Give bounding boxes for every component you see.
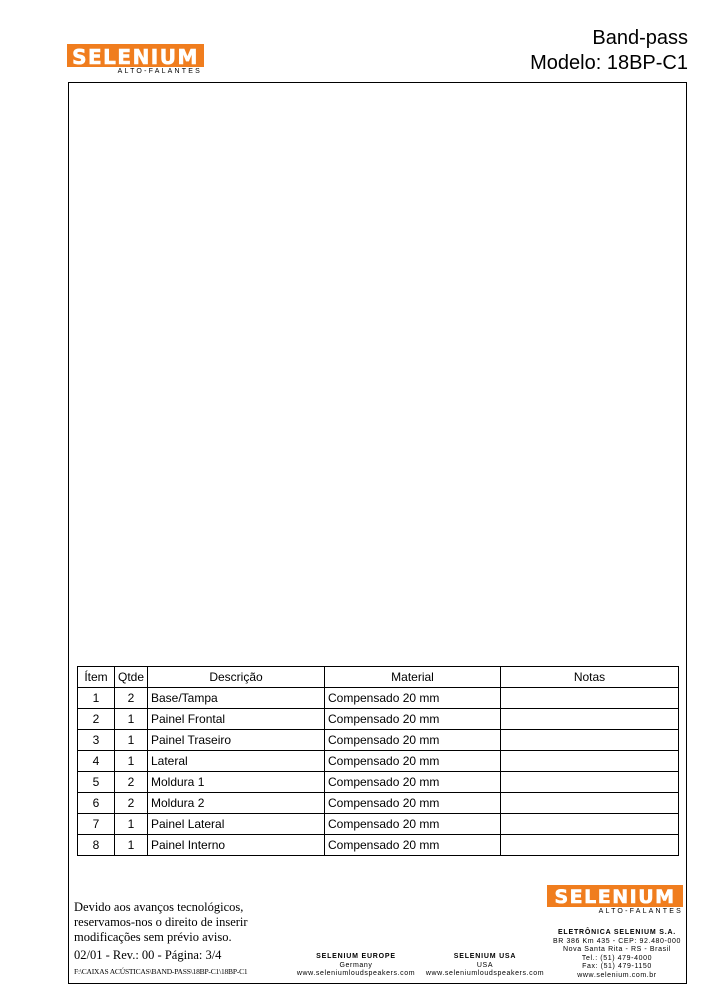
office-name: SELENIUM EUROPE <box>316 953 396 960</box>
company-city: Nova Santa Rita - RS - Brasil <box>562 946 672 953</box>
cell-qty: 1 <box>115 814 148 835</box>
cell-notes <box>501 709 679 730</box>
cell-material: Compensado 20 mm <box>325 688 501 709</box>
cell-qty: 2 <box>115 688 148 709</box>
cell-item: 6 <box>78 793 115 814</box>
office-europe <box>290 953 422 979</box>
cell-notes <box>501 793 679 814</box>
cell-item: 8 <box>78 835 115 856</box>
table-row <box>78 730 679 751</box>
cell-material: Compensado 20 mm <box>325 835 501 856</box>
header-description: Descrição <box>148 667 325 688</box>
cell-material: Compensado 20 mm <box>325 730 501 751</box>
cell-notes <box>501 814 679 835</box>
selenium-logo-footer <box>547 885 683 915</box>
cell-item: 1 <box>78 688 115 709</box>
table-row <box>78 709 679 730</box>
cell-description: Moldura 2 <box>148 793 325 814</box>
company-fax: Fax: (51) 479-1150 <box>582 963 652 970</box>
drawing-area <box>69 83 686 663</box>
office-usa <box>425 953 545 979</box>
table-header-row <box>78 667 679 688</box>
cell-item: 5 <box>78 772 115 793</box>
cell-qty: 2 <box>115 793 148 814</box>
cell-material: Compensado 20 mm <box>325 793 501 814</box>
company-name: ELETRÔNICA SELENIUM S.A. <box>557 929 677 936</box>
cell-notes <box>501 751 679 772</box>
table-row <box>78 688 679 709</box>
table-row <box>78 793 679 814</box>
office-country: USA <box>476 961 494 969</box>
revision-info: 02/01 - Rev.: 00 - Página: 3/4 <box>74 948 222 962</box>
cell-description: Painel Frontal <box>148 709 325 730</box>
cell-description: Painel Traseiro <box>148 730 325 751</box>
company-address: BR 386 Km 435 - CEP: 92.480-000 <box>553 937 681 945</box>
cell-qty: 1 <box>115 709 148 730</box>
cell-notes <box>501 730 679 751</box>
cell-notes <box>501 688 679 709</box>
disclaimer-notice <box>74 900 248 945</box>
office-country: Germany <box>339 961 373 969</box>
file-path: F:\CAIXAS ACÚSTICAS\BAND-PASS\18BP-C1\18BP-C1 <box>74 967 248 976</box>
logo-tagline: ALTO-FALANTES <box>598 908 683 915</box>
notice-line: reservamos-nos o direito de inserir <box>74 915 248 929</box>
table-row <box>78 751 679 772</box>
cell-item: 2 <box>78 709 115 730</box>
cell-description: Base/Tampa <box>148 688 325 709</box>
cell-qty: 1 <box>115 730 148 751</box>
cell-description: Lateral <box>148 751 325 772</box>
cell-qty: 1 <box>115 751 148 772</box>
cell-description: Painel Interno <box>148 835 325 856</box>
cell-material: Compensado 20 mm <box>325 772 501 793</box>
cell-description: Painel Lateral <box>148 814 325 835</box>
header-item: Ítem <box>78 667 115 688</box>
office-url: www.seleniumloudspeakers.com <box>425 970 545 977</box>
cell-item: 3 <box>78 730 115 751</box>
parts-table <box>77 666 679 856</box>
company-info <box>552 929 682 980</box>
notice-line: Devido aos avanços tecnológicos, <box>74 900 244 914</box>
office-url: www.seleniumloudspeakers.com <box>296 970 416 977</box>
cell-qty: 1 <box>115 835 148 856</box>
company-url: www.selenium.com.br <box>577 971 657 979</box>
notice-line: modificações sem prévio aviso. <box>74 930 232 944</box>
logo-wordmark: SELENIUM <box>67 44 204 67</box>
cell-material: Compensado 20 mm <box>325 709 501 730</box>
table-row <box>78 772 679 793</box>
cell-item: 4 <box>78 751 115 772</box>
cell-notes <box>501 772 679 793</box>
document-title: Band-pass <box>592 27 688 49</box>
logo-tagline: ALTO-FALANTES <box>117 68 202 75</box>
header-notes: Notas <box>501 667 679 688</box>
selenium-logo <box>67 44 204 75</box>
cell-material: Compensado 20 mm <box>325 751 501 772</box>
header-qty: Qtde <box>115 667 148 688</box>
cell-material: Compensado 20 mm <box>325 814 501 835</box>
model-number: Modelo: 18BP-C1 <box>530 52 688 74</box>
cell-notes <box>501 835 679 856</box>
logo-wordmark: SELENIUM <box>547 885 683 907</box>
company-phone: Tel.: (51) 479-4000 <box>581 954 653 962</box>
cell-qty: 2 <box>115 772 148 793</box>
cell-item: 7 <box>78 814 115 835</box>
header-material: Material <box>325 667 501 688</box>
table-row <box>78 835 679 856</box>
table-row <box>78 814 679 835</box>
office-name: SELENIUM USA <box>453 953 517 960</box>
cell-description: Moldura 1 <box>148 772 325 793</box>
